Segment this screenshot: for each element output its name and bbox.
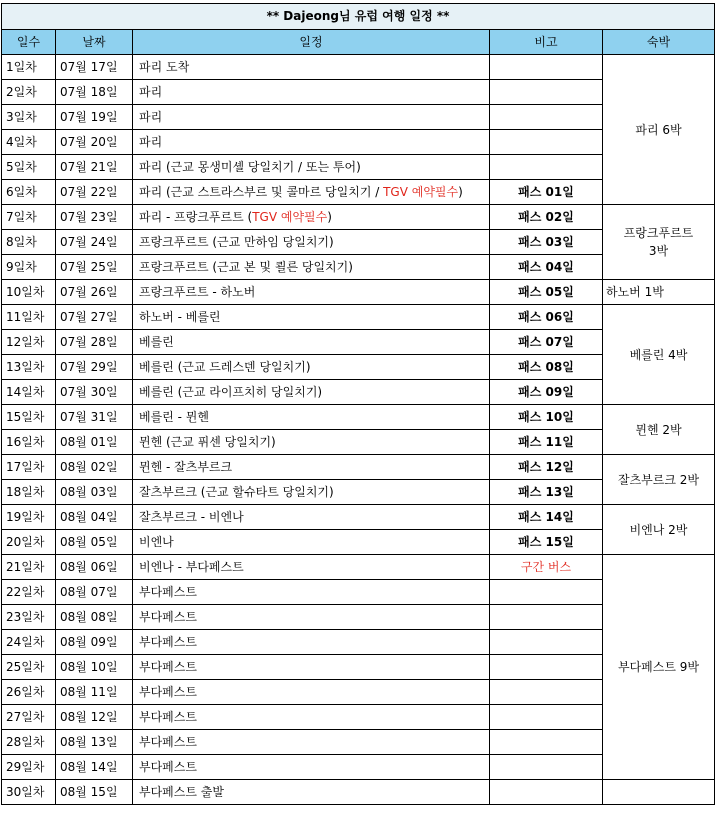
day-cell: 27일차	[2, 705, 56, 730]
date-cell: 07월 20일	[56, 130, 133, 155]
schedule-cell	[133, 55, 490, 80]
schedule-text: 프랑크푸르트 (근교 본 및 쾰른 당일치기)	[139, 260, 353, 274]
note-cell: 패스 13일	[490, 480, 603, 505]
note-cell: 패스 05일	[490, 280, 603, 305]
schedule-cell	[133, 630, 490, 655]
day-cell: 13일차	[2, 355, 56, 380]
schedule-cell	[133, 330, 490, 355]
day-cell: 17일차	[2, 455, 56, 480]
schedule-text: 파리	[139, 110, 163, 124]
schedule-cell	[133, 405, 490, 430]
date-cell: 07월 22일	[56, 180, 133, 205]
schedule-cell	[133, 605, 490, 630]
schedule-text-tail: )	[327, 210, 332, 224]
schedule-text: 부다페스트	[139, 610, 197, 624]
schedule-text: 부다페스트	[139, 660, 197, 674]
schedule-text: 파리	[139, 85, 163, 99]
schedule-cell	[133, 555, 490, 580]
day-cell: 19일차	[2, 505, 56, 530]
date-cell: 07월 23일	[56, 205, 133, 230]
schedule-cell	[133, 130, 490, 155]
note-cell	[490, 580, 603, 605]
table-row	[2, 405, 715, 430]
date-cell: 07월 31일	[56, 405, 133, 430]
header-schedule: 일정	[133, 30, 490, 55]
schedule-text: 파리 (근교 몽생미셸 당일치기 / 또는 투어)	[139, 160, 361, 174]
schedule-cell	[133, 180, 490, 205]
date-cell: 07월 24일	[56, 230, 133, 255]
date-cell: 07월 21일	[56, 155, 133, 180]
schedule-text: 부다페스트	[139, 685, 197, 699]
schedule-cell	[133, 155, 490, 180]
stay-cell: 비엔나 2박	[603, 505, 715, 555]
note-cell: 패스 03일	[490, 230, 603, 255]
stay-cell: 뮌헨 2박	[603, 405, 715, 455]
note-cell: 패스 09일	[490, 380, 603, 405]
schedule-cell	[133, 455, 490, 480]
day-cell: 25일차	[2, 655, 56, 680]
note-cell: 패스 01일	[490, 180, 603, 205]
table-row	[2, 505, 715, 530]
schedule-text: 부다페스트	[139, 710, 197, 724]
date-cell: 08월 13일	[56, 730, 133, 755]
day-cell: 10일차	[2, 280, 56, 305]
stay-cell: 부다페스트 9박	[603, 555, 715, 780]
day-cell: 22일차	[2, 580, 56, 605]
schedule-text-tail: )	[458, 185, 463, 199]
note-cell: 패스 14일	[490, 505, 603, 530]
date-cell: 07월 25일	[56, 255, 133, 280]
schedule-text: 잘츠부르크 (근교 할슈타트 당일치기)	[139, 485, 334, 499]
date-cell: 07월 29일	[56, 355, 133, 380]
schedule-cell	[133, 580, 490, 605]
note-cell: 패스 15일	[490, 530, 603, 555]
note-cell	[490, 730, 603, 755]
schedule-text: 하노버 - 베를린	[139, 310, 221, 324]
schedule-cell	[133, 505, 490, 530]
header-note: 비고	[490, 30, 603, 55]
note-cell	[490, 605, 603, 630]
note-cell	[490, 680, 603, 705]
day-cell: 30일차	[2, 780, 56, 805]
schedule-cell	[133, 80, 490, 105]
schedule-cell	[133, 230, 490, 255]
date-cell: 08월 11일	[56, 680, 133, 705]
stay-cell: 프랑크푸르트 3박	[603, 205, 715, 280]
schedule-text: 잘츠부르크 - 비엔나	[139, 510, 244, 524]
schedule-text: 뮌헨 (근교 퓌센 당일치기)	[139, 435, 276, 449]
schedule-text: 부다페스트	[139, 760, 197, 774]
date-cell: 08월 02일	[56, 455, 133, 480]
table-title: ** Dajeong님 유럽 여행 일정 **	[2, 4, 715, 30]
schedule-cell	[133, 680, 490, 705]
schedule-cell	[133, 280, 490, 305]
itinerary-table	[1, 3, 715, 805]
date-cell: 08월 06일	[56, 555, 133, 580]
schedule-text: 파리 - 프랑크푸르트 (	[139, 210, 253, 224]
schedule-text: 베를린 - 뮌헨	[139, 410, 209, 424]
date-cell: 08월 08일	[56, 605, 133, 630]
stay-cell: 파리 6박	[603, 55, 715, 205]
schedule-text: 비엔나 - 부다페스트	[139, 560, 244, 574]
date-cell: 08월 09일	[56, 630, 133, 655]
table-row	[2, 280, 715, 305]
table-row	[2, 455, 715, 480]
schedule-cell	[133, 780, 490, 805]
day-cell: 28일차	[2, 730, 56, 755]
date-cell: 08월 12일	[56, 705, 133, 730]
date-cell: 08월 03일	[56, 480, 133, 505]
schedule-warning-text: TGV 예약필수	[252, 210, 328, 224]
note-cell	[490, 655, 603, 680]
date-cell: 07월 30일	[56, 380, 133, 405]
schedule-text: 프랑크푸르트 - 하노버	[139, 285, 256, 299]
day-cell: 14일차	[2, 380, 56, 405]
day-cell: 9일차	[2, 255, 56, 280]
note-cell: 패스 08일	[490, 355, 603, 380]
schedule-text: 파리 도착	[139, 60, 190, 74]
note-cell	[490, 155, 603, 180]
date-cell: 08월 05일	[56, 530, 133, 555]
schedule-text: 부다페스트	[139, 735, 197, 749]
schedule-text: 부다페스트 출발	[139, 785, 224, 799]
schedule-warning-text: TGV 예약필수	[383, 185, 459, 199]
schedule-text: 부다페스트	[139, 635, 197, 649]
schedule-text: 파리	[139, 135, 163, 149]
header-date: 날짜	[56, 30, 133, 55]
stay-cell: 하노버 1박	[603, 280, 715, 305]
table-row	[2, 555, 715, 580]
schedule-cell	[133, 105, 490, 130]
note-cell	[490, 705, 603, 730]
date-cell: 08월 01일	[56, 430, 133, 455]
day-cell: 2일차	[2, 80, 56, 105]
table-row	[2, 780, 715, 805]
schedule-text: 베를린	[139, 335, 174, 349]
date-cell: 07월 17일	[56, 55, 133, 80]
day-cell: 26일차	[2, 680, 56, 705]
schedule-text: 뮌헨 - 잘츠부르크	[139, 460, 233, 474]
day-cell: 20일차	[2, 530, 56, 555]
note-cell: 패스 02일	[490, 205, 603, 230]
schedule-text: 프랑크푸르트 (근교 만하임 당일치기)	[139, 235, 334, 249]
table-row	[2, 205, 715, 230]
schedule-cell	[133, 380, 490, 405]
note-cell	[490, 80, 603, 105]
day-cell: 11일차	[2, 305, 56, 330]
note-cell: 패스 11일	[490, 430, 603, 455]
note-cell	[490, 130, 603, 155]
day-cell: 5일차	[2, 155, 56, 180]
date-cell: 08월 07일	[56, 580, 133, 605]
schedule-cell	[133, 205, 490, 230]
table-row	[2, 55, 715, 80]
note-cell: 패스 07일	[490, 330, 603, 355]
schedule-text: 베를린 (근교 드레스덴 당일치기)	[139, 360, 311, 374]
date-cell: 07월 19일	[56, 105, 133, 130]
stay-cell: 베를린 4박	[603, 305, 715, 405]
note-cell: 구간 버스	[490, 555, 603, 580]
date-cell: 07월 28일	[56, 330, 133, 355]
note-cell	[490, 105, 603, 130]
note-cell: 패스 06일	[490, 305, 603, 330]
date-cell: 07월 18일	[56, 80, 133, 105]
day-cell: 23일차	[2, 605, 56, 630]
date-cell: 07월 27일	[56, 305, 133, 330]
schedule-cell	[133, 255, 490, 280]
date-cell: 07월 26일	[56, 280, 133, 305]
note-cell: 패스 12일	[490, 455, 603, 480]
day-cell: 6일차	[2, 180, 56, 205]
header-day: 일수	[2, 30, 56, 55]
note-cell: 패스 10일	[490, 405, 603, 430]
day-cell: 18일차	[2, 480, 56, 505]
schedule-cell	[133, 705, 490, 730]
date-cell: 08월 15일	[56, 780, 133, 805]
note-cell	[490, 630, 603, 655]
stay-cell-empty	[603, 780, 715, 805]
day-cell: 15일차	[2, 405, 56, 430]
schedule-text: 비엔나	[139, 535, 174, 549]
schedule-cell	[133, 480, 490, 505]
schedule-cell	[133, 430, 490, 455]
note-cell	[490, 55, 603, 80]
schedule-text: 파리 (근교 스트라스부르 및 콜마르 당일치기 /	[139, 185, 384, 199]
day-cell: 7일차	[2, 205, 56, 230]
schedule-text: 베를린 (근교 라이프치히 당일치기)	[139, 385, 323, 399]
schedule-cell	[133, 755, 490, 780]
schedule-cell	[133, 655, 490, 680]
day-cell: 12일차	[2, 330, 56, 355]
note-cell	[490, 755, 603, 780]
date-cell: 08월 04일	[56, 505, 133, 530]
schedule-cell	[133, 530, 490, 555]
day-cell: 3일차	[2, 105, 56, 130]
day-cell: 1일차	[2, 55, 56, 80]
day-cell: 4일차	[2, 130, 56, 155]
day-cell: 24일차	[2, 630, 56, 655]
schedule-text: 부다페스트	[139, 585, 197, 599]
stay-cell: 잘츠부르크 2박	[603, 455, 715, 505]
schedule-cell	[133, 730, 490, 755]
day-cell: 8일차	[2, 230, 56, 255]
day-cell: 21일차	[2, 555, 56, 580]
table-row	[2, 305, 715, 330]
day-cell: 29일차	[2, 755, 56, 780]
note-cell	[490, 780, 603, 805]
date-cell: 08월 10일	[56, 655, 133, 680]
header-stay: 숙박	[603, 30, 715, 55]
day-cell: 16일차	[2, 430, 56, 455]
schedule-cell	[133, 355, 490, 380]
date-cell: 08월 14일	[56, 755, 133, 780]
schedule-cell	[133, 305, 490, 330]
note-cell: 패스 04일	[490, 255, 603, 280]
